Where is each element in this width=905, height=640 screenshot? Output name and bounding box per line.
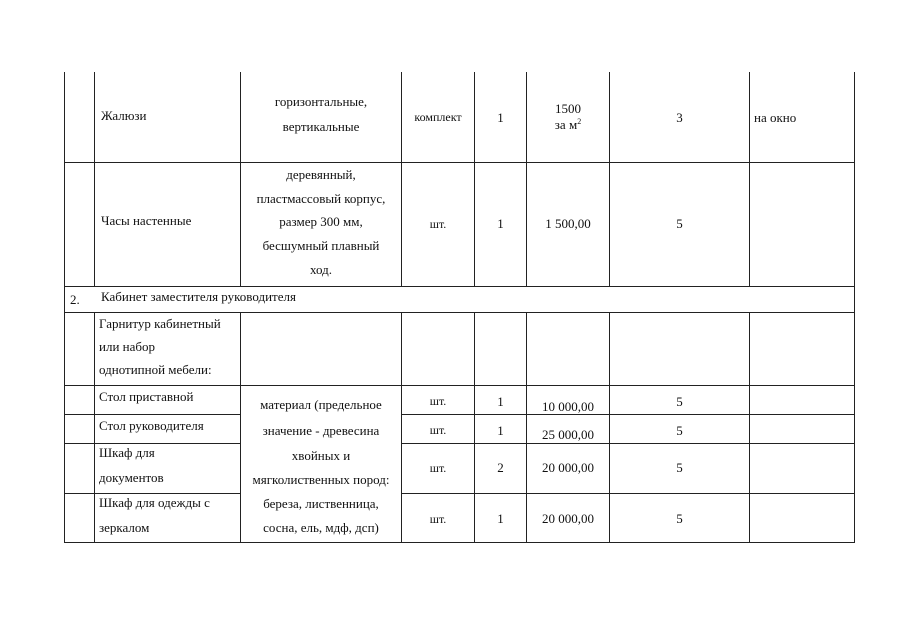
group-name-line: однотипной мебели: bbox=[99, 362, 212, 377]
row-border bbox=[401, 443, 855, 444]
row-border bbox=[64, 542, 855, 543]
item-name-line: зеркалом bbox=[99, 520, 150, 535]
item-note: на окно bbox=[754, 110, 797, 125]
col-border bbox=[749, 72, 750, 287]
item-name-line: документов bbox=[99, 470, 164, 485]
item-price-unit bbox=[527, 112, 609, 137]
item-price: 25 000,00 bbox=[542, 427, 594, 442]
shared-spec-line: мягколиственных пород: bbox=[252, 472, 390, 487]
item-name: Жалюзи bbox=[101, 108, 147, 123]
item-years: 5 bbox=[676, 216, 683, 231]
item-spec-line: пластмассовый корпус, bbox=[256, 191, 386, 206]
shared-spec-line: материал (предельное bbox=[260, 397, 382, 412]
item-qty: 1 bbox=[497, 216, 504, 231]
item-name-line: Шкаф для одежды с bbox=[99, 495, 210, 510]
item-qty: 1 bbox=[497, 511, 504, 526]
item-unit: комплект bbox=[414, 110, 462, 124]
item-price-superscript: 2 bbox=[577, 117, 582, 126]
item-spec-line: вертикальные bbox=[282, 119, 360, 134]
item-name: Стол руководителя bbox=[99, 418, 204, 433]
shared-spec-line: сосна, ель, мдф, дсп) bbox=[263, 520, 379, 535]
item-name: Стол приставной bbox=[99, 389, 194, 404]
item-spec-line: ход. bbox=[310, 262, 332, 277]
item-price: 20 000,00 bbox=[542, 460, 594, 475]
item-price-unit-text: за м bbox=[554, 117, 578, 132]
section-title: Кабинет заместителя руководителя bbox=[101, 289, 296, 304]
item-qty: 1 bbox=[497, 394, 504, 409]
item-name-line: Шкаф для bbox=[99, 445, 155, 460]
item-qty: 1 bbox=[497, 110, 504, 125]
shared-spec-line: хвойных и bbox=[291, 448, 351, 463]
col-border bbox=[854, 72, 855, 543]
item-price: 10 000,00 bbox=[542, 399, 594, 414]
item-price-line: 1500 bbox=[555, 101, 581, 116]
row-border bbox=[64, 162, 855, 163]
row-border bbox=[401, 493, 855, 494]
item-spec-line: деревянный, bbox=[286, 167, 356, 182]
item-spec-line: размер 300 мм, bbox=[279, 214, 363, 229]
item-unit: шт. bbox=[429, 423, 447, 437]
item-name: Часы настенные bbox=[101, 213, 192, 228]
item-unit: шт. bbox=[429, 461, 447, 475]
shared-spec-line: береза, лиственница, bbox=[263, 496, 379, 511]
item-qty: 2 bbox=[497, 460, 504, 475]
item-unit: шт. bbox=[429, 512, 447, 526]
item-unit: шт. bbox=[429, 394, 447, 408]
group-name-line: или набор bbox=[99, 339, 155, 354]
item-years: 5 bbox=[676, 394, 683, 409]
shared-spec-line: значение - древесина bbox=[262, 423, 380, 438]
col-border bbox=[64, 72, 65, 543]
item-years: 5 bbox=[676, 511, 683, 526]
item-spec-line: горизонтальные, bbox=[274, 94, 368, 109]
item-price: 1 500,00 bbox=[545, 216, 591, 231]
item-unit: шт. bbox=[429, 217, 447, 231]
item-years: 5 bbox=[676, 423, 683, 438]
group-name-line: Гарнитур кабинетный bbox=[99, 316, 221, 331]
col-border bbox=[94, 312, 95, 543]
col-border bbox=[94, 72, 95, 287]
row-border bbox=[401, 414, 855, 415]
item-years: 3 bbox=[676, 110, 683, 125]
item-spec-line: бесшумный плавный bbox=[262, 238, 380, 253]
item-qty: 1 bbox=[497, 423, 504, 438]
item-years: 5 bbox=[676, 460, 683, 475]
section-number: 2. bbox=[70, 292, 80, 307]
col-border bbox=[749, 312, 750, 543]
item-price: 20 000,00 bbox=[542, 511, 594, 526]
